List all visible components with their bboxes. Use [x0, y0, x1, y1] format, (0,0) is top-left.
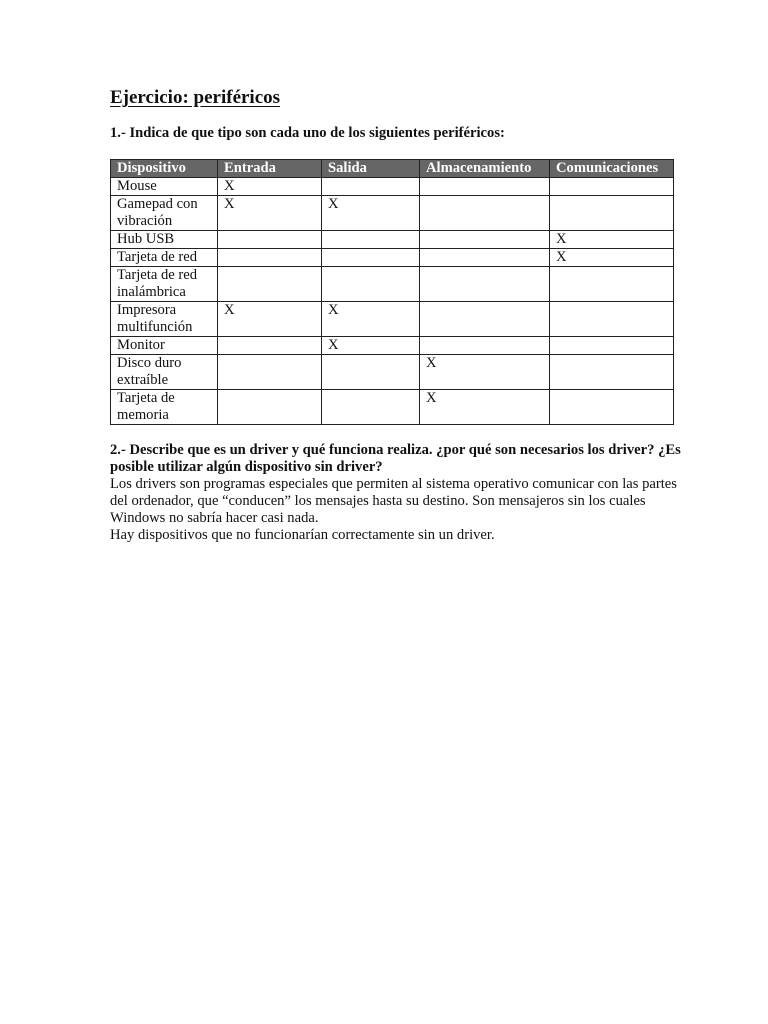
table-row	[111, 249, 674, 267]
cell-almacenamiento: X	[420, 355, 550, 390]
cell-comunicaciones	[550, 337, 674, 355]
cell-salida: X	[322, 196, 420, 231]
table-row	[111, 302, 674, 337]
table-row	[111, 231, 674, 249]
cell-device: Impresora multifunción	[111, 302, 218, 337]
table-row	[111, 390, 674, 425]
cell-entrada	[218, 390, 322, 425]
cell-salida	[322, 231, 420, 249]
table-row	[111, 355, 674, 390]
cell-entrada	[218, 337, 322, 355]
cell-comunicaciones: X	[550, 231, 674, 249]
cell-salida	[322, 267, 420, 302]
cell-device: Tarjeta de red inalámbrica	[111, 267, 218, 302]
cell-salida: X	[322, 337, 420, 355]
table-header-row	[111, 160, 674, 178]
header-comunicaciones: Comunicaciones	[550, 160, 674, 178]
cell-device: Tarjeta de red	[111, 249, 218, 267]
cell-device: Hub USB	[111, 231, 218, 249]
cell-entrada	[218, 249, 322, 267]
cell-salida: X	[322, 302, 420, 337]
cell-almacenamiento	[420, 337, 550, 355]
cell-comunicaciones: X	[550, 249, 674, 267]
answer-paragraph: Hay dispositivos que no funcionarían correctamente sin un driver.	[110, 527, 495, 543]
cell-almacenamiento	[420, 178, 550, 196]
cell-entrada	[218, 267, 322, 302]
cell-salida	[322, 390, 420, 425]
table-row	[111, 178, 674, 196]
cell-entrada	[218, 231, 322, 249]
cell-almacenamiento	[420, 249, 550, 267]
cell-comunicaciones	[550, 302, 674, 337]
peripherals-table	[110, 159, 674, 425]
cell-entrada	[218, 355, 322, 390]
cell-comunicaciones	[550, 390, 674, 425]
cell-comunicaciones	[550, 355, 674, 390]
question-2: 2.- Describe que es un driver y qué funciona realiza. ¿por qué son necesarios los driver? ¿Es posible utilizar algún dispositivo sin driver?	[110, 442, 681, 475]
header-almacenamiento: Almacenamiento	[420, 160, 550, 178]
question-1: 1.- Indica de que tipo son cada uno de los siguientes periféricos:	[110, 125, 505, 141]
cell-device: Gamepad con vibración	[111, 196, 218, 231]
cell-salida	[322, 355, 420, 390]
document-title: Ejercicio: periféricos	[110, 87, 281, 108]
cell-almacenamiento	[420, 231, 550, 249]
cell-comunicaciones	[550, 196, 674, 231]
cell-device: Disco duro extraíble	[111, 355, 218, 390]
cell-almacenamiento	[420, 267, 550, 302]
cell-salida	[322, 249, 420, 267]
header-salida: Salida	[322, 160, 420, 178]
cell-device: Mouse	[111, 178, 218, 196]
cell-entrada: X	[218, 178, 322, 196]
table-row	[111, 337, 674, 355]
cell-almacenamiento	[420, 196, 550, 231]
cell-device: Monitor	[111, 337, 218, 355]
answer-paragraph: Los drivers son programas especiales que permiten al sistema operativo comunicar con las partes del ordenador, que “conducen” los mensajes hasta su destino. Son mensajeros sin los cuales Windows no sabría hacer casi nada.	[110, 476, 677, 526]
table-row	[111, 267, 674, 302]
cell-almacenamiento	[420, 302, 550, 337]
document-page	[110, 85, 685, 544]
header-dispositivo: Dispositivo	[111, 160, 218, 178]
cell-entrada: X	[218, 302, 322, 337]
cell-entrada: X	[218, 196, 322, 231]
header-entrada: Entrada	[218, 160, 322, 178]
cell-comunicaciones	[550, 178, 674, 196]
cell-almacenamiento: X	[420, 390, 550, 425]
table-row	[111, 196, 674, 231]
cell-device: Tarjeta de memoria	[111, 390, 218, 425]
cell-salida	[322, 178, 420, 196]
cell-comunicaciones	[550, 267, 674, 302]
